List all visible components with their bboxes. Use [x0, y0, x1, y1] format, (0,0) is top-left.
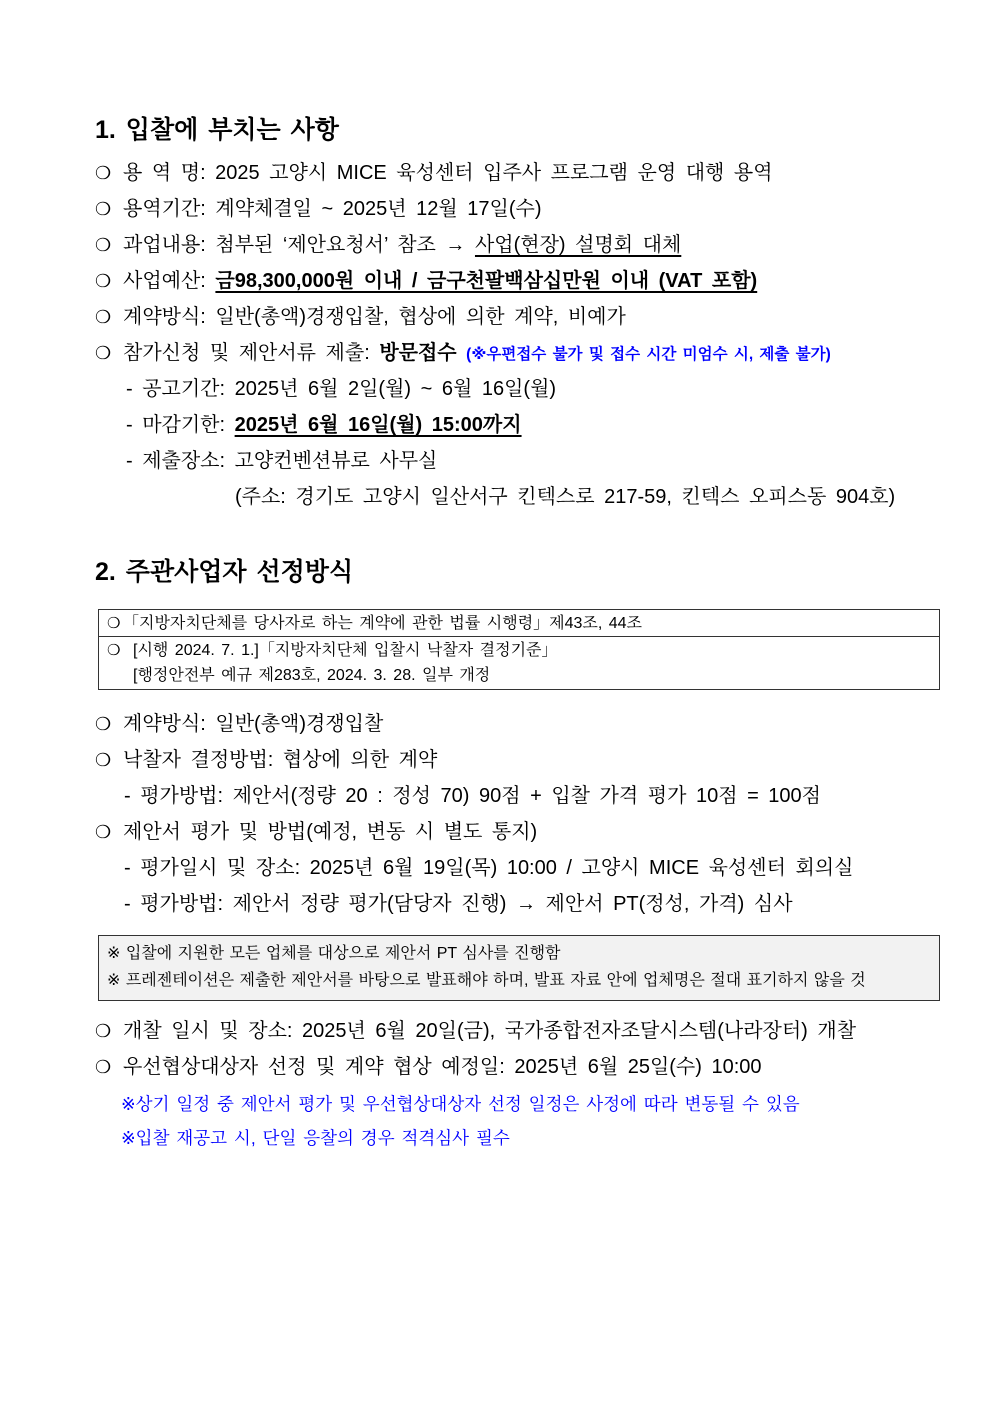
evaluation-schedule-item: - 평가일시 및 장소: 2025년 6월 19일(목) 10:00 / 고양시 MICE 육성센터 회의실: [124, 857, 854, 879]
service-period-item: [95, 191, 541, 227]
bullet-icon: ❍: [95, 235, 112, 256]
submission-item: [95, 335, 831, 371]
negotiation-date-item: [95, 1049, 762, 1085]
budget-item: [95, 263, 757, 299]
scope-text: 과업내용: 첨부된 ‘제안요청서’ 참조 →: [123, 234, 475, 256]
bullet-icon: ❍: [95, 307, 112, 328]
budget-label: 사업예산:: [123, 270, 216, 292]
contract-method-item: [95, 299, 626, 335]
contract-method-text: 계약방식: 일반(총액)경쟁입찰: [123, 713, 384, 735]
legal-basis-row: [99, 637, 939, 663]
bullet-icon: ❍: [95, 199, 112, 220]
presentation-notice-row: ※ 입찰에 지원한 모든 업체를 대상으로 제안서 PT 심사를 진행함: [107, 945, 561, 962]
bid-opening-item: [95, 1013, 856, 1049]
bullet-icon: ❍: [95, 343, 112, 364]
presentation-notice-box: [98, 935, 940, 1001]
bullet-icon: ❍: [95, 750, 112, 771]
evaluation-text: 제안서 평가 및 방법(예정, 변동 시 별도 통지): [123, 821, 538, 843]
service-name-text: 용 역 명: 2025 고양시 MICE 육성센터 입주사 프로그램 운영 대행 용역: [123, 162, 773, 184]
deadline-item: [126, 407, 522, 443]
award-method-item: [95, 742, 437, 778]
address-text: (주소: 경기도 고양시 일산서구 킨텍스로 217-59, 킨텍스 오피스동 904호): [235, 486, 896, 508]
rebid-note: ※입찰 재공고 시, 단일 응찰의 경우 적격심사 필수: [121, 1128, 510, 1148]
legal-basis-box: [98, 609, 940, 690]
bullet-icon: ❍: [107, 614, 121, 632]
deadline-label: - 마감기한:: [126, 414, 235, 436]
scoring-item: - 평가방법: 제안서(정량 20 : 정성 70) 90점 + 입찰 가격 평가 10점 = 100점: [124, 785, 821, 807]
bullet-icon: ❍: [95, 1057, 112, 1078]
bullet-icon: ❍: [95, 271, 112, 292]
award-method-text: 낙찰자 결정방법: 협상에 의한 계약: [123, 749, 438, 771]
service-name-item: [95, 155, 773, 191]
scope-underlined-text: 사업(현장) 설명회 대체: [474, 234, 682, 256]
section2-heading: 2. 주관사업자 선정방식: [95, 558, 354, 586]
bullet-icon: ❍: [95, 714, 112, 735]
deadline-value: 2025년 6월 16일(월) 15:00까지: [234, 414, 522, 436]
budget-amount: 금98,300,000원 이내 / 금구천팔백삼십만원 이내 (VAT 포함): [215, 270, 758, 292]
bullet-icon: ❍: [107, 641, 121, 659]
announcement-period-item: - 공고기간: 2025년 6월 2일(월) ~ 6월 16일(월): [126, 378, 557, 400]
submission-label: 참가신청 및 제안서류 제출:: [123, 342, 380, 364]
bullet-icon: ❍: [95, 822, 112, 843]
evaluation-item: [95, 814, 537, 850]
legal-basis-row: [99, 610, 939, 637]
contract-method-item: [95, 706, 383, 742]
presentation-notice-row: ※ 프레젠테이션은 제출한 제안서를 바탕으로 발표해야 하며, 발표 자료 안에 업체명은 절대 표기하지 않을 것: [107, 972, 866, 989]
service-period-text: 용역기간: 계약체결일 ~ 2025년 12월 17일(수): [123, 198, 542, 220]
scope-item: [95, 227, 681, 263]
bid-opening-text: 개찰 일시 및 장소: 2025년 6월 20일(금), 국가종합전자조달시스템(나라장터) 개찰: [123, 1020, 857, 1042]
legal-basis-text: [시행 2024. 7. 1.]「지방자치단체 입찰시 낙찰자 결정기준」: [133, 642, 558, 659]
bullet-icon: ❍: [95, 163, 112, 184]
contract-method-text: 계약방식: 일반(총액)경쟁입찰, 협상에 의한 계약, 비예가: [123, 306, 626, 328]
evaluation-process-item: - 평가방법: 제안서 정량 평가(담당자 진행) → 제안서 PT(정성, 가격) 심사: [124, 893, 793, 915]
schedule-change-note: ※상기 일정 중 제안서 평가 및 우선협상대상자 선정 일정은 사정에 따라 변동될 수 있음: [121, 1094, 800, 1114]
bullet-icon: ❍: [95, 1021, 112, 1042]
submission-note: (※우편접수 불가 및 접수 시간 미엄수 시, 제출 불가): [466, 346, 831, 363]
legal-basis-text: 「지방자치단체를 당사자로 하는 계약에 관한 법률 시행령」제43조, 44조: [123, 615, 643, 632]
negotiation-date-text: 우선협상대상자 선정 및 계약 협상 예정일: 2025년 6월 25일(수) 10:00: [123, 1056, 762, 1078]
legal-basis-text: [행정안전부 예규 제283호, 2024. 3. 28. 일부 개정: [133, 667, 491, 684]
submission-method: 방문접수: [379, 342, 457, 364]
submission-place-item: - 제출장소: 고양컨벤션뷰로 사무실: [126, 450, 438, 472]
section1-heading: 1. 입찰에 부치는 사항: [95, 116, 339, 144]
legal-basis-row: [99, 663, 939, 689]
